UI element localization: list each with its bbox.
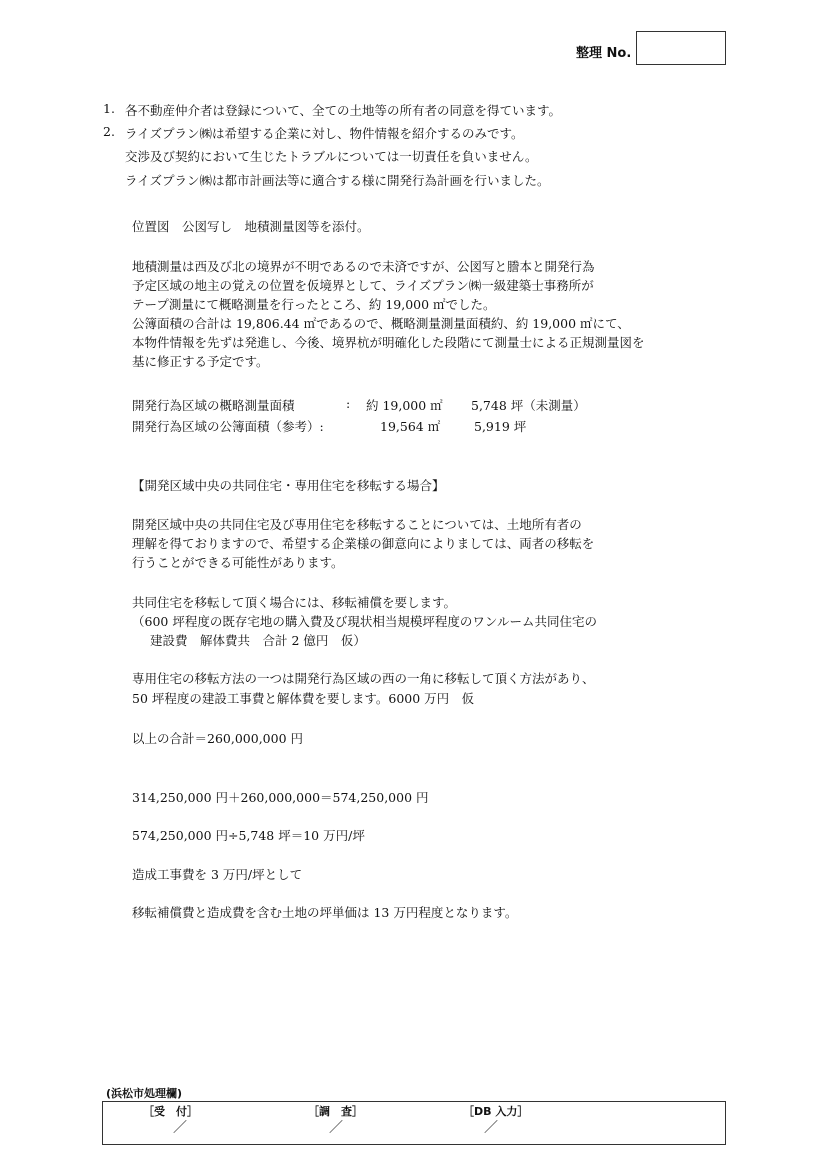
area-row-1-separator: : [346, 396, 351, 411]
calc-line-4: 移転補償費と造成費を含む土地の坪単価は 13 万円程度となります。 [132, 905, 518, 920]
reception-label: ［受 付］ [143, 1105, 198, 1118]
reception-slash[interactable]: ／ [173, 1120, 187, 1136]
relocation-p3-line-2: 50 坪程度の建設工事費と解体費を要します。6000 万円 仮 [132, 691, 475, 706]
relocation-p3-line-1: 専用住宅の移転方法の一つは開発行為区域の西の一角に移転して頂く方法があり、 [132, 671, 595, 686]
relocation-heading: 【開発区域中央の共同住宅・専用住宅を移転する場合】 [132, 478, 445, 493]
relocation-p2-line-2: （600 坪程度の既存宅地の購入費及び現状相当規模坪程度のワンルーム共同住宅の [132, 614, 598, 629]
relocation-p1-line-1: 開発区域中央の共同住宅及び専用住宅を移転することについては、土地所有者の [132, 517, 582, 532]
seiri-no-label: 整理 No. [576, 46, 632, 61]
investigation-label: ［調 査］ [308, 1105, 363, 1118]
area-row-1-label: 開発行為区域の概略測量面積 [132, 398, 295, 413]
survey-line-3: テープ測量にて概略測量を行ったところ、約 19,000 ㎡でした。 [132, 297, 496, 312]
processing-box [102, 1101, 726, 1145]
area-row-2-tsubo: 5,919 坪 [474, 419, 527, 434]
survey-line-5: 本物件情報を先ずは発進し、今後、境界杭が明確化した段階にて測量士による正規測量図を [132, 335, 645, 350]
seiri-no-box[interactable] [636, 31, 726, 65]
calc-line-1: 314,250,000 円＋260,000,000＝574,250,000 円 [132, 790, 429, 805]
calc-line-2: 574,250,000 円÷5,748 坪＝10 万円/坪 [132, 828, 365, 843]
area-row-1-value: 約 19,000 ㎡ [366, 398, 443, 413]
relocation-p1-line-3: 行うことができる可能性があります。 [132, 555, 344, 570]
notice-2-number: 2. [103, 124, 115, 139]
area-row-1-tsubo: 5,748 坪（未測量） [471, 398, 586, 413]
relocation-p2-line-3: 建設費 解体費共 合計 2 億円 仮） [150, 633, 366, 648]
relocation-total: 以上の合計＝260,000,000 円 [132, 731, 303, 746]
area-row-2-label: 開発行為区域の公簿面積（参考）: [132, 419, 324, 434]
attachments-note: 位置図 公図写し 地積測量図等を添付。 [132, 219, 370, 234]
survey-line-1: 地積測量は西及び北の境界が不明であるので未済ですが、公図写と謄本と開発行為 [132, 259, 595, 274]
calc-line-3: 造成工事費を 3 万円/坪として [132, 867, 303, 882]
survey-line-4: 公簿面積の合計は 19,806.44 ㎡であるので、概略測量測量面積約、約 19,000 ㎡にて、 [132, 316, 630, 331]
notice-2-line-1: ライズプラン㈱は希望する企業に対し、物件情報を紹介するのみです。 [125, 126, 524, 141]
survey-line-2: 予定区域の地主の覚えの位置を仮境界として、ライズプラン㈱一級建築士事務所が [132, 278, 594, 293]
relocation-p2-line-1: 共同住宅を移転して頂く場合には、移転補償を要します。 [132, 595, 457, 610]
investigation-slash[interactable]: ／ [329, 1120, 343, 1136]
db-input-label: ［DB 入力］ [463, 1105, 529, 1118]
survey-line-6: 基に修正する予定です。 [132, 354, 269, 369]
relocation-p1-line-2: 理解を得ておりますので、希望する企業様の御意向によりましては、両者の移転を [132, 536, 595, 551]
footer-title: (浜松市処理欄) [106, 1087, 183, 1100]
notice-1-text: 各不動産仲介者は登録について、全ての土地等の所有者の同意を得ています。 [125, 103, 562, 118]
notice-2-line-2: 交渉及び契約において生じたトラブルについては一切責任を負いません。 [125, 149, 538, 164]
db-input-slash[interactable]: ／ [484, 1120, 498, 1136]
notice-2-line-3: ライズプラン㈱は都市計画法等に適合する様に開発行為計画を行いました。 [125, 173, 550, 188]
area-row-2-value: 19,564 ㎡ [380, 419, 441, 434]
notice-1-number: 1. [103, 101, 115, 116]
